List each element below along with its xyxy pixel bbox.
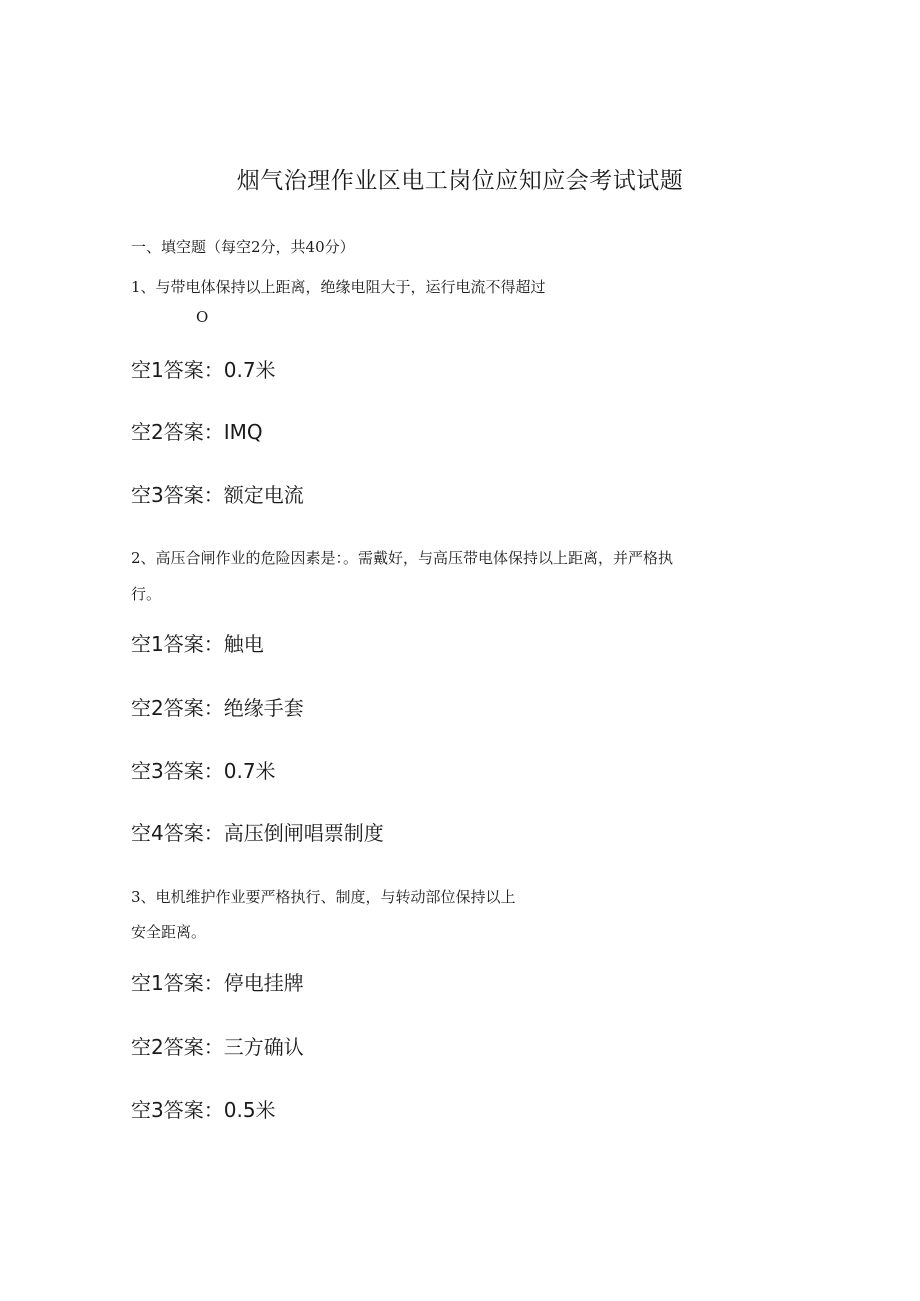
section-heading: 一、填空题（每空2分，共40分） (131, 238, 355, 256)
question-1-text: 1、与带电体保持以上距离，绝缘电阻大于，运行电流不得超过 (131, 278, 546, 296)
question-2-text-continued: 行。 (131, 585, 162, 603)
question-3-answer-2 (131, 1031, 304, 1060)
answer-value: 0.7米 (223, 358, 276, 382)
answer-label: 空1答案： (131, 358, 224, 382)
question-2-answer-1 (131, 628, 264, 657)
answer-value: 高压倒闸唱票制度 (223, 821, 384, 845)
question-3-answer-3 (131, 1094, 276, 1123)
answer-label: 空3答案： (131, 483, 224, 507)
question-2-answer-3 (131, 755, 276, 784)
answer-value: 触电 (223, 632, 264, 656)
question-1-text-continued: O (196, 308, 209, 326)
answer-label: 空1答案： (131, 971, 224, 995)
question-3-answer-1 (131, 967, 304, 996)
question-1-answer-1 (131, 354, 276, 383)
answer-label: 空3答案： (131, 759, 224, 783)
answer-value: 绝缘手套 (223, 696, 304, 720)
answer-value: 额定电流 (223, 483, 304, 507)
answer-label: 空1答案： (131, 632, 224, 656)
question-1-answer-2 (131, 416, 263, 445)
answer-value: 三方确认 (223, 1035, 304, 1059)
question-1-answer-3 (131, 479, 304, 508)
page-title: 烟气治理作业区电工岗位应知应会考试试题 (236, 168, 684, 194)
question-2-answer-2 (131, 692, 304, 721)
answer-label: 空2答案： (131, 1035, 224, 1059)
answer-label: 空2答案： (131, 420, 224, 444)
question-3-text-continued: 安全距离。 (131, 923, 207, 941)
question-2-answer-4 (131, 817, 384, 846)
answer-value: 0.5米 (223, 1098, 276, 1122)
question-2-text: 2、高压合闸作业的危险因素是：。需戴好，与高压带电体保持以上距离，并严格执 (131, 549, 674, 567)
answer-value: 0.7米 (223, 759, 276, 783)
answer-value: 停电挂牌 (223, 971, 304, 995)
answer-label: 空4答案： (131, 821, 224, 845)
answer-value: IMQ (223, 420, 263, 444)
answer-label: 空3答案： (131, 1098, 224, 1122)
answer-label: 空2答案： (131, 696, 224, 720)
question-3-text: 3、电机维护作业要严格执行、制度，与转动部位保持以上 (131, 888, 516, 906)
